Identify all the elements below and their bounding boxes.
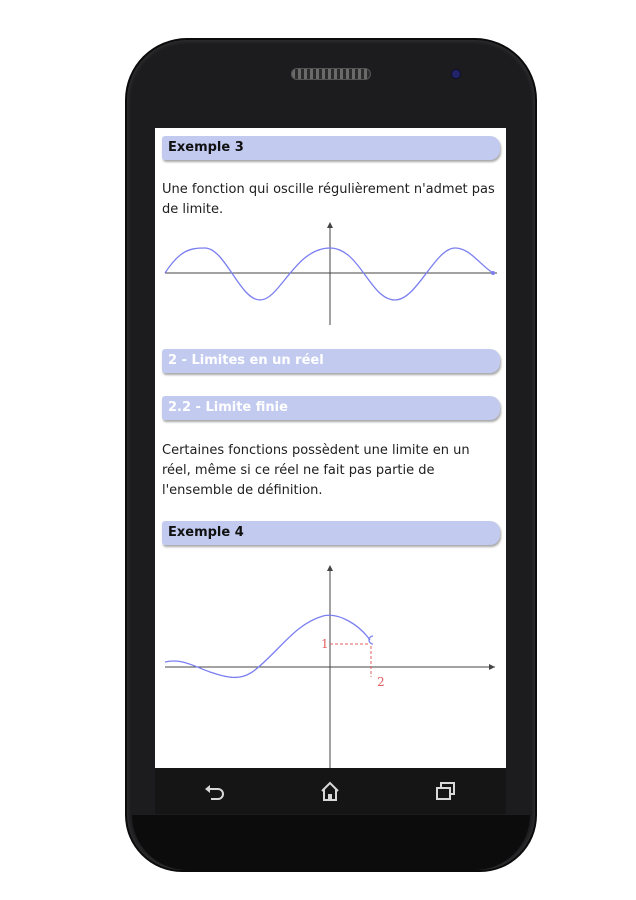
recent-apps-icon — [435, 780, 457, 802]
limit-text: Certaines fonctions possèdent une limite en un réel, même si ce réel ne fait pas partie de l'ensemble de définition. — [162, 443, 470, 498]
example-3-text: Une fonction qui oscille régulièrement n'admet pas de limite. — [162, 182, 495, 217]
x-value-label: 2 — [377, 675, 385, 689]
limit-graph — [155, 562, 506, 768]
example-4-header: Exemple 4 — [162, 521, 500, 545]
home-icon — [319, 780, 341, 802]
front-camera — [451, 69, 461, 79]
section-2-header: 2 - Limites en un réel — [162, 349, 500, 373]
limit-curve — [165, 615, 370, 677]
oscillating-curve — [165, 248, 493, 300]
android-navigation-bar — [155, 768, 506, 814]
x-axis-arrow — [489, 664, 495, 670]
back-arrow-icon — [203, 780, 225, 802]
back-button[interactable] — [200, 778, 228, 804]
y-axis-arrow — [327, 565, 333, 571]
section-2-2-header: 2.2 - Limite finie — [162, 396, 500, 420]
app-screen[interactable] — [155, 128, 506, 768]
oscillating-graph — [155, 220, 506, 330]
y-axis-arrow — [327, 222, 333, 228]
curve-endpoint — [491, 271, 495, 275]
recent-apps-button[interactable] — [432, 778, 460, 804]
y-value-label: 1 — [321, 637, 329, 651]
earpiece-speaker — [291, 68, 371, 80]
home-button[interactable] — [316, 778, 344, 804]
example-3-header: Exemple 3 — [162, 136, 500, 160]
phone-chin — [132, 815, 530, 870]
open-endpoint — [369, 636, 373, 644]
